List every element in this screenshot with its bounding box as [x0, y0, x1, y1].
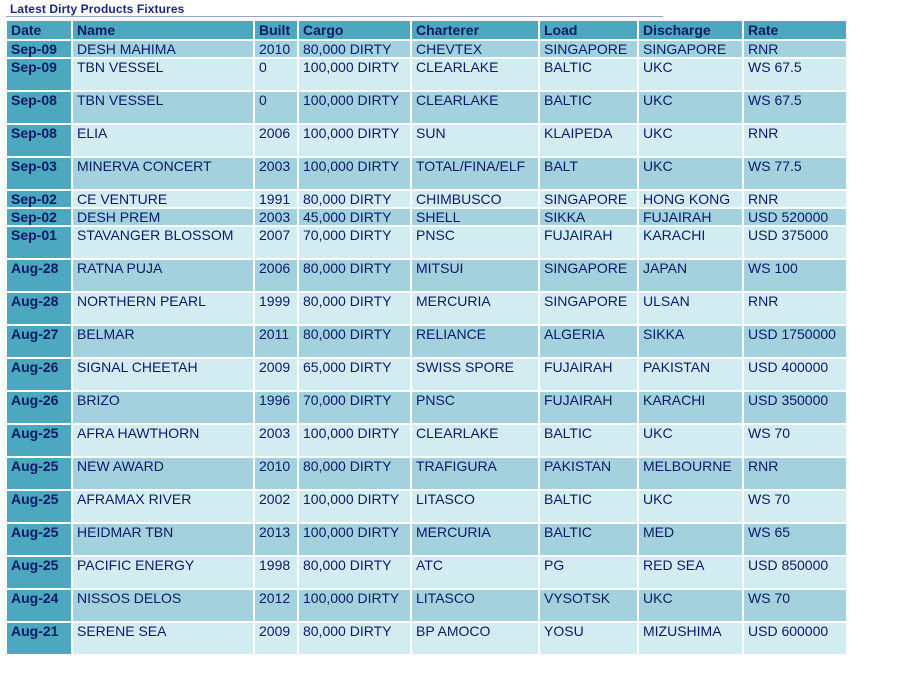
- cell-discharge: UKC: [639, 158, 742, 189]
- cell-discharge: UKC: [639, 125, 742, 156]
- cell-discharge: KARACHI: [639, 392, 742, 423]
- fixtures-table: [5, 19, 848, 656]
- cell-built: 2013: [255, 524, 297, 555]
- table-row: [7, 41, 846, 57]
- table-row: [7, 623, 846, 654]
- cell-cargo: 100,000 DIRTY: [299, 158, 410, 189]
- cell-charterer: RELIANCE: [412, 326, 538, 357]
- cell-load: SIKKA: [540, 209, 637, 225]
- cell-built: 2009: [255, 623, 297, 654]
- cell-load: BALTIC: [540, 92, 637, 123]
- cell-rate: WS 70: [744, 590, 846, 621]
- cell-discharge: PAKISTAN: [639, 359, 742, 390]
- cell-cargo: 80,000 DIRTY: [299, 191, 410, 207]
- cell-rate: RNR: [744, 293, 846, 324]
- cell-cargo: 70,000 DIRTY: [299, 227, 410, 258]
- cell-cargo: 80,000 DIRTY: [299, 458, 410, 489]
- cell-load: BALT: [540, 158, 637, 189]
- cell-load: BALTIC: [540, 59, 637, 90]
- cell-built: 1998: [255, 557, 297, 588]
- cell-load: SINGAPORE: [540, 260, 637, 291]
- cell-name: TBN VESSEL: [73, 92, 253, 123]
- cell-name: BRIZO: [73, 392, 253, 423]
- column-header-discharge[interactable]: Discharge: [639, 21, 742, 39]
- cell-built: 2012: [255, 590, 297, 621]
- cell-rate: USD 600000: [744, 623, 846, 654]
- cell-date: Sep-08: [7, 125, 71, 156]
- cell-load: VYSOTSK: [540, 590, 637, 621]
- cell-date: Aug-25: [7, 491, 71, 522]
- cell-charterer: CHEVTEX: [412, 41, 538, 57]
- table-row: [7, 557, 846, 588]
- cell-built: 2006: [255, 260, 297, 291]
- cell-discharge: UKC: [639, 491, 742, 522]
- cell-discharge: MIZUSHIMA: [639, 623, 742, 654]
- cell-name: ELIA: [73, 125, 253, 156]
- cell-date: Aug-25: [7, 524, 71, 555]
- cell-name: DESH MAHIMA: [73, 41, 253, 57]
- table-row: [7, 158, 846, 189]
- cell-built: 2006: [255, 125, 297, 156]
- cell-rate: RNR: [744, 125, 846, 156]
- cell-charterer: TRAFIGURA: [412, 458, 538, 489]
- cell-name: HEIDMAR TBN: [73, 524, 253, 555]
- cell-load: ALGERIA: [540, 326, 637, 357]
- cell-charterer: SHELL: [412, 209, 538, 225]
- cell-built: 1996: [255, 392, 297, 423]
- cell-discharge: UKC: [639, 92, 742, 123]
- cell-charterer: LITASCO: [412, 590, 538, 621]
- cell-load: SINGAPORE: [540, 191, 637, 207]
- cell-load: YOSU: [540, 623, 637, 654]
- table-header-row: [7, 21, 846, 39]
- cell-name: RATNA PUJA: [73, 260, 253, 291]
- cell-cargo: 80,000 DIRTY: [299, 326, 410, 357]
- cell-name: NEW AWARD: [73, 458, 253, 489]
- cell-name: CE VENTURE: [73, 191, 253, 207]
- cell-rate: WS 100: [744, 260, 846, 291]
- cell-built: 2003: [255, 158, 297, 189]
- cell-load: KLAIPEDA: [540, 125, 637, 156]
- cell-date: Sep-09: [7, 59, 71, 90]
- table-row: [7, 524, 846, 555]
- cell-date: Aug-25: [7, 425, 71, 456]
- cell-rate: RNR: [744, 191, 846, 207]
- cell-rate: USD 850000: [744, 557, 846, 588]
- cell-date: Aug-26: [7, 359, 71, 390]
- cell-name: SERENE SEA: [73, 623, 253, 654]
- cell-rate: RNR: [744, 41, 846, 57]
- cell-charterer: MERCURIA: [412, 293, 538, 324]
- cell-rate: WS 67.5: [744, 92, 846, 123]
- cell-charterer: BP AMOCO: [412, 623, 538, 654]
- cell-built: 2011: [255, 326, 297, 357]
- cell-name: BELMAR: [73, 326, 253, 357]
- cell-cargo: 100,000 DIRTY: [299, 125, 410, 156]
- column-header-name[interactable]: Name: [73, 21, 253, 39]
- cell-charterer: SWISS SPORE: [412, 359, 538, 390]
- cell-discharge: SIKKA: [639, 326, 742, 357]
- cell-built: 1999: [255, 293, 297, 324]
- table-row: [7, 92, 846, 123]
- cell-date: Aug-25: [7, 557, 71, 588]
- cell-charterer: LITASCO: [412, 491, 538, 522]
- cell-name: AFRAMAX RIVER: [73, 491, 253, 522]
- cell-charterer: ATC: [412, 557, 538, 588]
- cell-date: Sep-08: [7, 92, 71, 123]
- cell-built: 2010: [255, 41, 297, 57]
- cell-cargo: 100,000 DIRTY: [299, 59, 410, 90]
- table-row: [7, 425, 846, 456]
- cell-discharge: KARACHI: [639, 227, 742, 258]
- cell-rate: WS 77.5: [744, 158, 846, 189]
- cell-charterer: CLEARLAKE: [412, 92, 538, 123]
- cell-date: Sep-02: [7, 191, 71, 207]
- cell-cargo: 70,000 DIRTY: [299, 392, 410, 423]
- cell-cargo: 100,000 DIRTY: [299, 491, 410, 522]
- cell-discharge: UKC: [639, 425, 742, 456]
- cell-load: SINGAPORE: [540, 41, 637, 57]
- cell-cargo: 100,000 DIRTY: [299, 92, 410, 123]
- table-row: [7, 260, 846, 291]
- cell-load: PG: [540, 557, 637, 588]
- cell-charterer: CLEARLAKE: [412, 425, 538, 456]
- cell-rate: USD 520000: [744, 209, 846, 225]
- table-row: [7, 359, 846, 390]
- cell-name: MINERVA CONCERT: [73, 158, 253, 189]
- cell-name: NISSOS DELOS: [73, 590, 253, 621]
- table-row: [7, 59, 846, 90]
- cell-built: 0: [255, 59, 297, 90]
- table-row: [7, 191, 846, 207]
- cell-cargo: 45,000 DIRTY: [299, 209, 410, 225]
- title-divider: [6, 16, 663, 17]
- cell-charterer: PNSC: [412, 392, 538, 423]
- cell-cargo: 80,000 DIRTY: [299, 557, 410, 588]
- column-header-load[interactable]: Load: [540, 21, 637, 39]
- cell-discharge: SINGAPORE: [639, 41, 742, 57]
- table-row: [7, 458, 846, 489]
- cell-load: BALTIC: [540, 425, 637, 456]
- column-header-charterer[interactable]: Charterer: [412, 21, 538, 39]
- cell-discharge: MED: [639, 524, 742, 555]
- cell-cargo: 80,000 DIRTY: [299, 260, 410, 291]
- cell-charterer: SUN: [412, 125, 538, 156]
- cell-rate: USD 350000: [744, 392, 846, 423]
- cell-built: 0: [255, 92, 297, 123]
- cell-load: FUJAIRAH: [540, 359, 637, 390]
- column-header-built[interactable]: Built: [255, 21, 297, 39]
- cell-rate: WS 67.5: [744, 59, 846, 90]
- cell-load: SINGAPORE: [540, 293, 637, 324]
- cell-cargo: 80,000 DIRTY: [299, 623, 410, 654]
- cell-date: Aug-26: [7, 392, 71, 423]
- cell-date: Aug-25: [7, 458, 71, 489]
- cell-charterer: MITSUI: [412, 260, 538, 291]
- table-row: [7, 209, 846, 225]
- cell-date: Aug-28: [7, 260, 71, 291]
- cell-rate: WS 65: [744, 524, 846, 555]
- cell-name: DESH PREM: [73, 209, 253, 225]
- cell-rate: RNR: [744, 458, 846, 489]
- cell-built: 2002: [255, 491, 297, 522]
- cell-discharge: FUJAIRAH: [639, 209, 742, 225]
- table-row: [7, 227, 846, 258]
- cell-built: 2007: [255, 227, 297, 258]
- cell-discharge: MELBOURNE: [639, 458, 742, 489]
- cell-discharge: RED SEA: [639, 557, 742, 588]
- cell-rate: USD 1750000: [744, 326, 846, 357]
- cell-built: 2003: [255, 209, 297, 225]
- cell-rate: WS 70: [744, 425, 846, 456]
- cell-load: FUJAIRAH: [540, 392, 637, 423]
- cell-charterer: CHIMBUSCO: [412, 191, 538, 207]
- cell-cargo: 65,000 DIRTY: [299, 359, 410, 390]
- column-header-date[interactable]: Date: [7, 21, 71, 39]
- cell-load: BALTIC: [540, 491, 637, 522]
- column-header-cargo[interactable]: Cargo: [299, 21, 410, 39]
- cell-charterer: MERCURIA: [412, 524, 538, 555]
- cell-charterer: PNSC: [412, 227, 538, 258]
- cell-built: 1991: [255, 191, 297, 207]
- cell-discharge: JAPAN: [639, 260, 742, 291]
- cell-built: 2009: [255, 359, 297, 390]
- cell-built: 2003: [255, 425, 297, 456]
- cell-name: PACIFIC ENERGY: [73, 557, 253, 588]
- cell-rate: USD 375000: [744, 227, 846, 258]
- cell-discharge: UKC: [639, 590, 742, 621]
- page-title: Latest Dirty Products Fixtures: [10, 2, 185, 16]
- cell-date: Aug-27: [7, 326, 71, 357]
- table-row: [7, 125, 846, 156]
- cell-name: SIGNAL CHEETAH: [73, 359, 253, 390]
- cell-name: NORTHERN PEARL: [73, 293, 253, 324]
- table-row: [7, 326, 846, 357]
- cell-date: Aug-24: [7, 590, 71, 621]
- table-row: [7, 293, 846, 324]
- cell-charterer: CLEARLAKE: [412, 59, 538, 90]
- cell-date: Aug-21: [7, 623, 71, 654]
- cell-cargo: 80,000 DIRTY: [299, 293, 410, 324]
- cell-load: FUJAIRAH: [540, 227, 637, 258]
- cell-rate: WS 70: [744, 491, 846, 522]
- table-row: [7, 392, 846, 423]
- cell-discharge: HONG KONG: [639, 191, 742, 207]
- cell-name: AFRA HAWTHORN: [73, 425, 253, 456]
- cell-discharge: ULSAN: [639, 293, 742, 324]
- cell-built: 2010: [255, 458, 297, 489]
- cell-date: Sep-09: [7, 41, 71, 57]
- cell-name: TBN VESSEL: [73, 59, 253, 90]
- cell-cargo: 80,000 DIRTY: [299, 41, 410, 57]
- cell-date: Sep-02: [7, 209, 71, 225]
- column-header-rate[interactable]: Rate: [744, 21, 846, 39]
- cell-cargo: 100,000 DIRTY: [299, 425, 410, 456]
- cell-date: Sep-01: [7, 227, 71, 258]
- table-row: [7, 590, 846, 621]
- cell-name: STAVANGER BLOSSOM: [73, 227, 253, 258]
- cell-load: PAKISTAN: [540, 458, 637, 489]
- cell-discharge: UKC: [639, 59, 742, 90]
- cell-charterer: TOTAL/FINA/ELF: [412, 158, 538, 189]
- cell-date: Aug-28: [7, 293, 71, 324]
- table-row: [7, 491, 846, 522]
- cell-date: Sep-03: [7, 158, 71, 189]
- cell-cargo: 100,000 DIRTY: [299, 590, 410, 621]
- cell-load: BALTIC: [540, 524, 637, 555]
- cell-cargo: 100,000 DIRTY: [299, 524, 410, 555]
- cell-rate: USD 400000: [744, 359, 846, 390]
